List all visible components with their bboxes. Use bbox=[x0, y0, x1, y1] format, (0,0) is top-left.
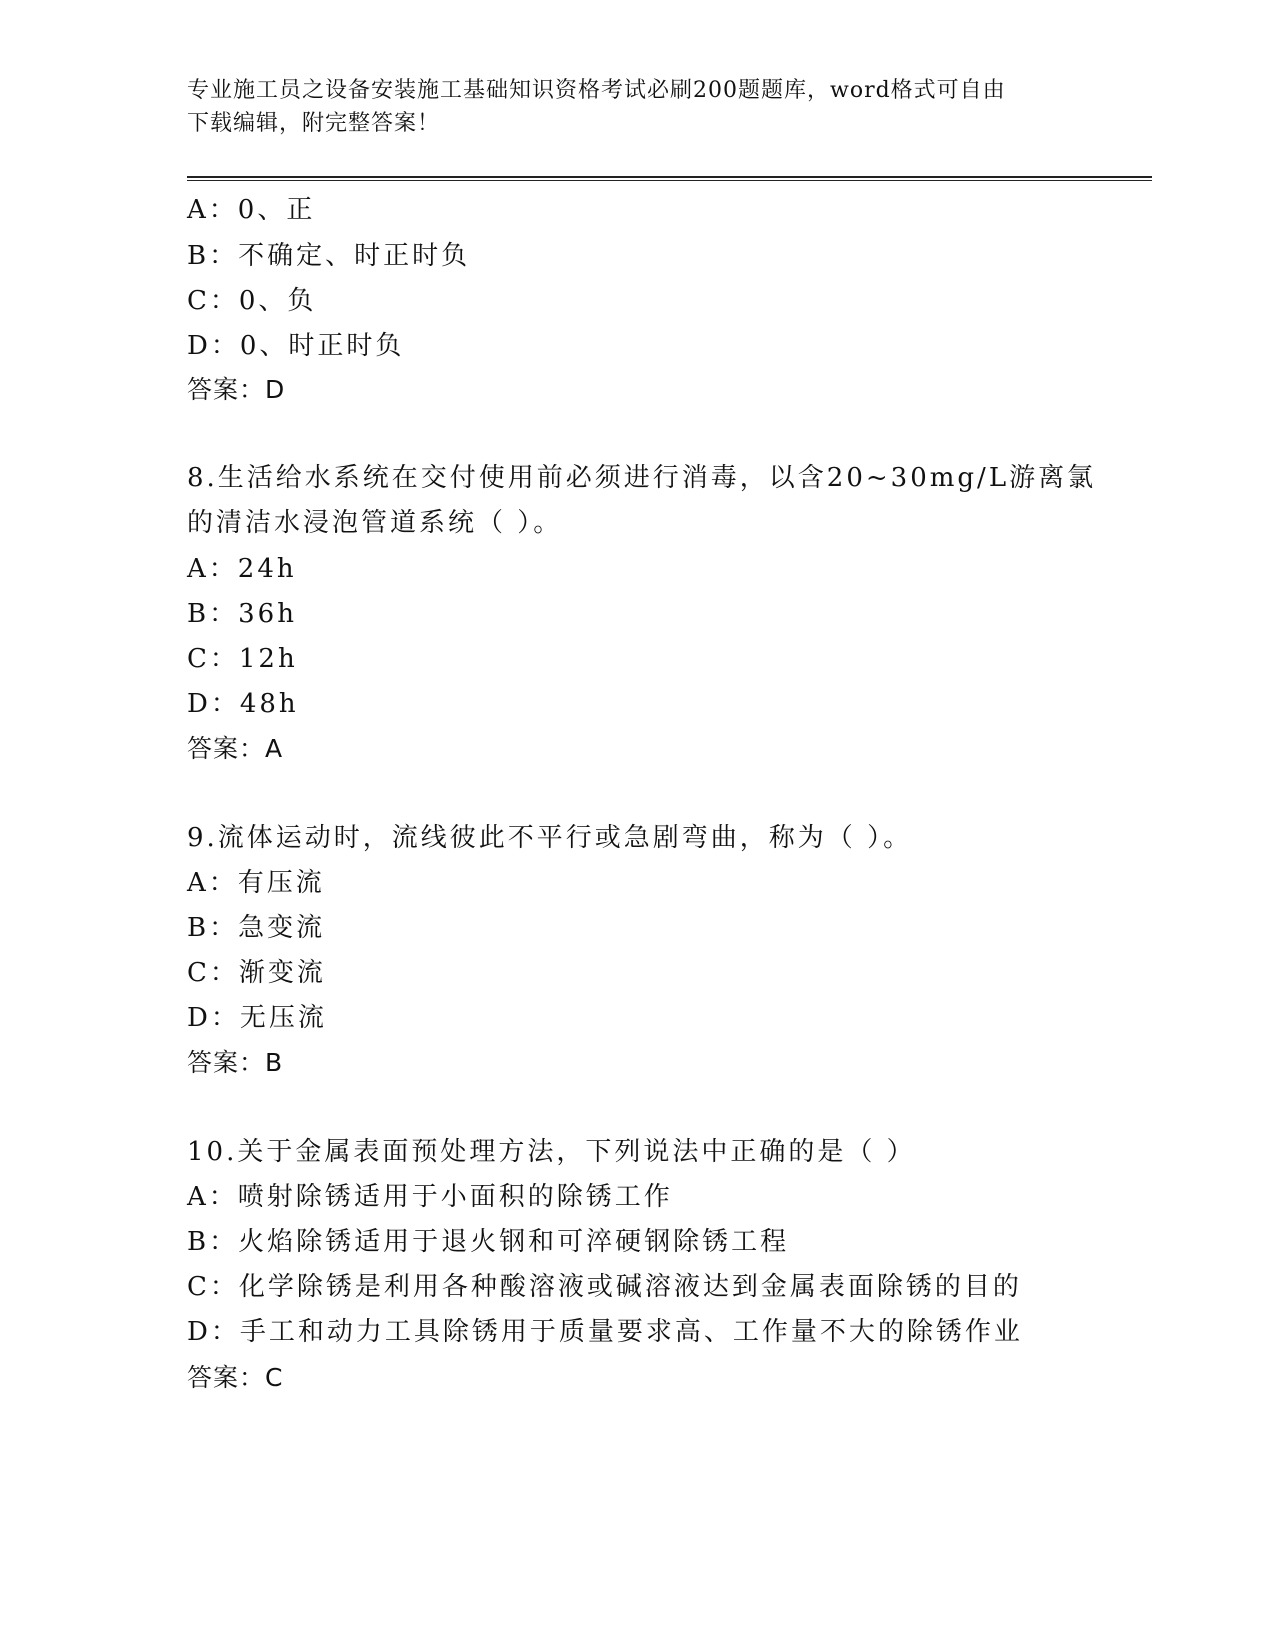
q8-stem-line-2: 的清洁水浸泡管道系统（ ）。 bbox=[187, 508, 563, 538]
q10-stem: 10.关于金属表面预处理方法，下列说法中正确的是（ ） bbox=[187, 1137, 916, 1167]
q7-option-b: B：不确定、时正时负 bbox=[187, 241, 471, 271]
q7-answer: 答案：D bbox=[187, 375, 286, 404]
q9-answer: 答案：B bbox=[187, 1048, 284, 1077]
q9-option-d: D：无压流 bbox=[187, 1003, 327, 1033]
q9-option-a: A：有压流 bbox=[187, 868, 325, 898]
header-line-1: 专业施工员之设备安装施工基础知识资格考试必刷200题题库，word格式可自由 bbox=[187, 78, 1006, 103]
q7-option-d: D：0、时正时负 bbox=[187, 331, 405, 361]
document-header bbox=[187, 74, 1067, 140]
q8-option-d: D：48h bbox=[187, 689, 299, 719]
q7-option-a: A：0、正 bbox=[187, 195, 316, 225]
q9-option-b: B：急变流 bbox=[187, 913, 326, 943]
q8-option-a: A：24h bbox=[187, 554, 297, 584]
q10-option-a: A：喷射除锈适用于小面积的除锈工作 bbox=[187, 1182, 673, 1212]
q7-option-c: C：0、负 bbox=[187, 286, 317, 316]
q10-option-b: B：火焰除锈适用于退火钢和可淬硬钢除锈工程 bbox=[187, 1227, 790, 1257]
q8-stem-line-1: 8.生活给水系统在交付使用前必须进行消毒，以含20~30mg/L游离氯 bbox=[187, 463, 1097, 493]
q10-option-c: C：化学除锈是利用各种酸溶液或碱溶液达到金属表面除锈的目的 bbox=[187, 1272, 1022, 1302]
q10-option-d: D：手工和动力工具除锈用于质量要求高、工作量不大的除锈作业 bbox=[187, 1317, 1023, 1347]
header-line-2: 下载编辑，附完整答案！ bbox=[187, 111, 441, 136]
q8-option-c: C：12h bbox=[187, 644, 298, 674]
q10-answer: 答案：C bbox=[187, 1363, 284, 1392]
q8-answer: 答案：A bbox=[187, 734, 284, 763]
header-divider bbox=[187, 176, 1152, 181]
q9-stem: 9.流体运动时，流线彼此不平行或急剧弯曲，称为（ ）。 bbox=[187, 823, 913, 853]
q9-option-c: C：渐变流 bbox=[187, 958, 326, 988]
q8-option-b: B：36h bbox=[187, 599, 297, 629]
